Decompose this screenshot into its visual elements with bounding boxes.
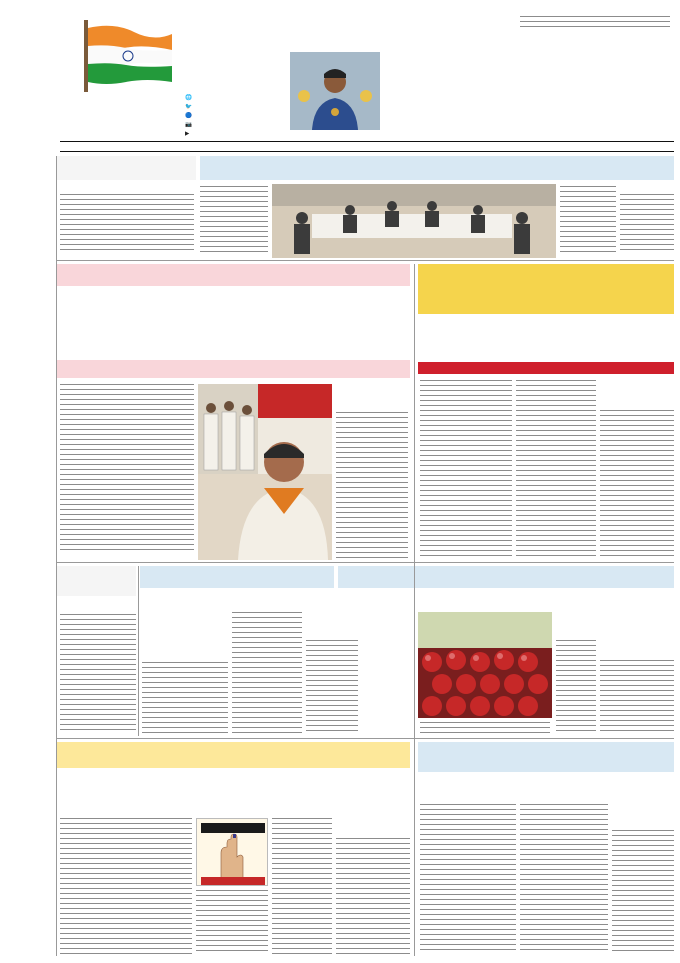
youtube-link[interactable]: ▶ bbox=[185, 131, 190, 137]
fruit-title bbox=[556, 598, 674, 638]
elections-text-col3 bbox=[420, 380, 512, 560]
politics-banner bbox=[56, 742, 410, 768]
facebook-link[interactable]: 🔵 bbox=[185, 113, 192, 119]
twitter-link[interactable]: 🐦 bbox=[185, 104, 192, 110]
politics-text-right bbox=[336, 838, 410, 954]
politics-subheadline bbox=[60, 776, 314, 812]
social-links bbox=[185, 94, 295, 139]
votes-text-mid bbox=[232, 612, 302, 734]
politics-text-left bbox=[60, 818, 192, 954]
fruit-text-under-photo bbox=[420, 722, 550, 734]
politics-text-under-poster bbox=[196, 890, 268, 954]
shrine-board-meeting-photo bbox=[272, 184, 556, 258]
apples-photo bbox=[418, 612, 552, 718]
lead-text-col2 bbox=[560, 186, 616, 254]
elections-text-col1 bbox=[600, 410, 674, 560]
votes-text-left bbox=[142, 662, 228, 734]
fruit-kicker bbox=[338, 566, 674, 588]
politics-title bbox=[316, 772, 410, 816]
athlete-photo bbox=[290, 52, 380, 130]
elections-box bbox=[418, 264, 674, 314]
assembly-elections-poster bbox=[196, 818, 268, 886]
fruit-text-mid bbox=[556, 640, 596, 734]
elections-text-col2 bbox=[516, 380, 596, 560]
lead-headline bbox=[200, 156, 674, 180]
lead-text-col1 bbox=[620, 194, 674, 254]
red-news-bar bbox=[418, 362, 674, 374]
fruit-text-right bbox=[600, 660, 674, 734]
ias-text-col3 bbox=[420, 804, 516, 954]
votes-kicker bbox=[140, 566, 334, 588]
alliance-text-left bbox=[60, 384, 194, 554]
rule-under-lead bbox=[56, 260, 674, 261]
politics-text-mid bbox=[272, 818, 332, 954]
alliance-headline bbox=[56, 290, 410, 356]
info-bar bbox=[60, 141, 674, 152]
question-headline bbox=[56, 360, 410, 378]
market-box bbox=[56, 566, 136, 596]
votes-subheadline bbox=[210, 594, 360, 608]
lead-text-col3 bbox=[200, 186, 268, 254]
votes-text-right bbox=[306, 640, 358, 734]
side-story-title bbox=[56, 156, 196, 180]
elections-subheadline bbox=[418, 320, 674, 356]
alliance-kicker bbox=[56, 264, 410, 286]
website-link[interactable]: 🌐 bbox=[185, 95, 192, 101]
indian-flag-image bbox=[84, 20, 174, 92]
votes-title bbox=[140, 612, 228, 656]
rule-left-col bbox=[138, 566, 139, 736]
rule-center bbox=[414, 264, 415, 956]
ias-subheadline bbox=[418, 776, 674, 798]
market-text bbox=[60, 614, 136, 732]
instagram-link[interactable]: 📷 bbox=[185, 122, 192, 128]
side-story-text bbox=[60, 194, 194, 252]
alliance-text-mid bbox=[336, 412, 408, 560]
rule-left-margin bbox=[56, 156, 57, 956]
amit-shah-photo bbox=[198, 384, 332, 560]
rule-under-fruit bbox=[56, 738, 674, 739]
ias-text-col1 bbox=[612, 830, 674, 954]
ias-box bbox=[418, 742, 674, 772]
masthead-title bbox=[430, 22, 640, 132]
rule-under-alliance bbox=[56, 562, 674, 563]
ias-text-col2 bbox=[520, 804, 608, 954]
